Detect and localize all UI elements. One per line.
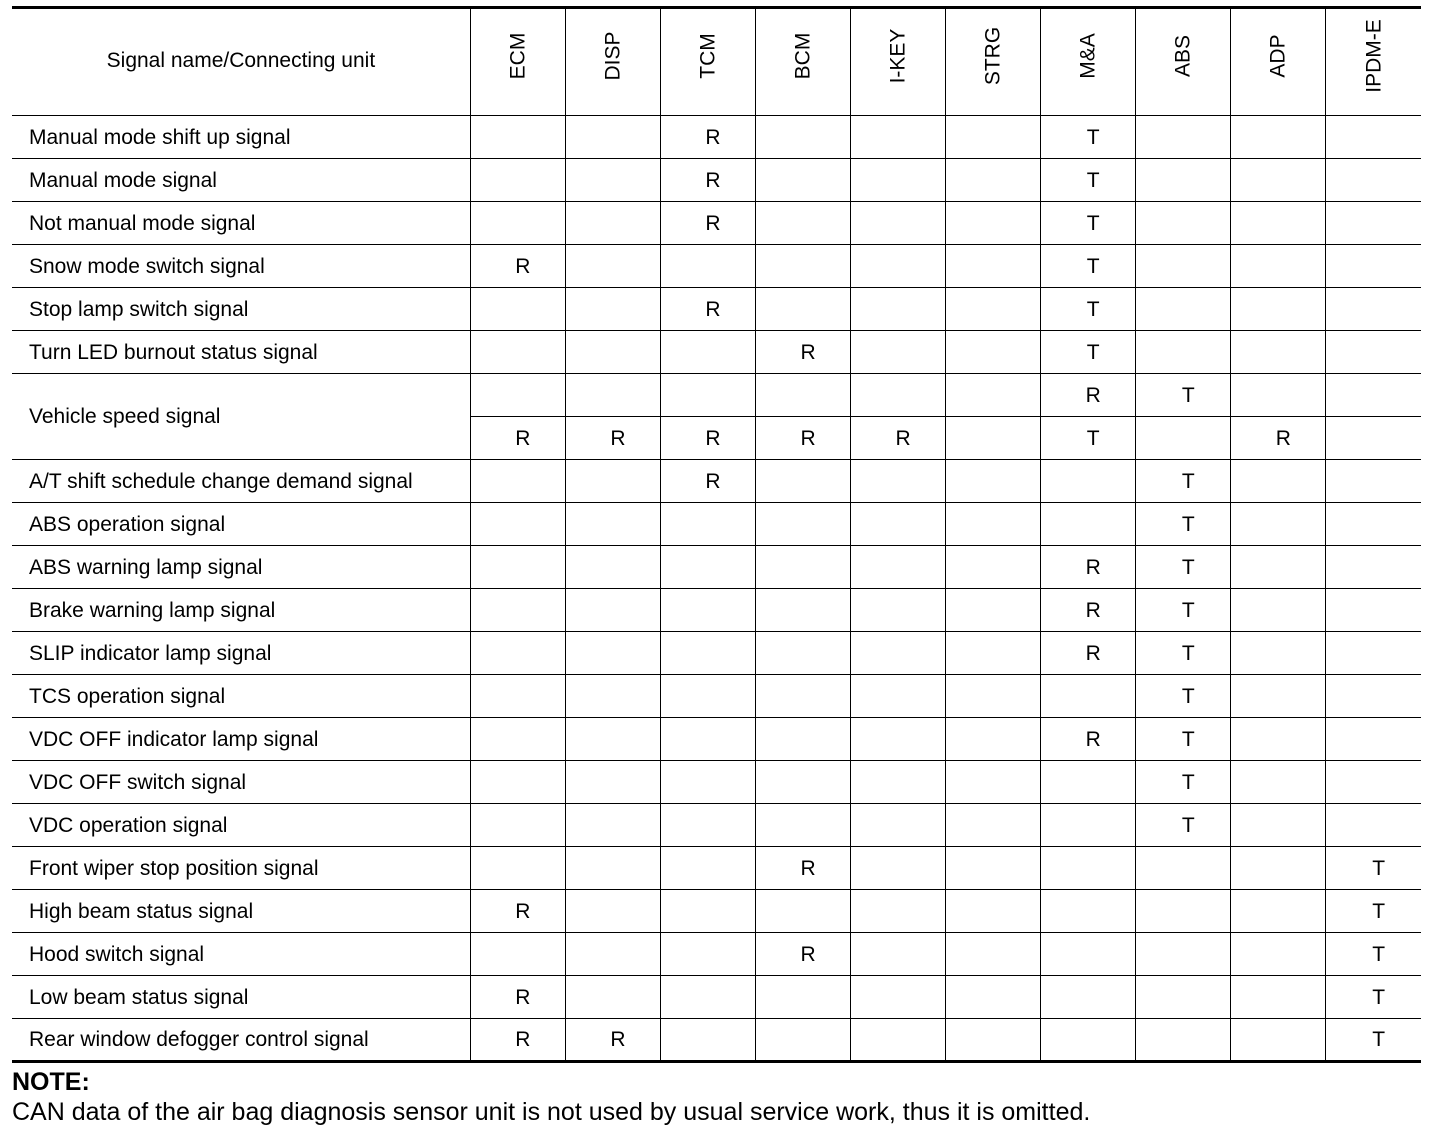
unit-mark-cell	[565, 804, 660, 847]
unit-mark-cell	[565, 632, 660, 675]
unit-mark-cell	[1231, 847, 1326, 890]
unit-mark-cell: R	[660, 288, 755, 331]
unit-mark-cell	[851, 460, 946, 503]
unit-mark-cell	[1326, 331, 1421, 374]
header-unit-ecm	[470, 8, 565, 116]
table-row	[12, 288, 1421, 331]
unit-mark-cell	[851, 503, 946, 546]
unit-mark-cell	[946, 589, 1041, 632]
unit-mark-cell: R	[1041, 589, 1136, 632]
unit-mark-cell	[1136, 116, 1231, 159]
unit-mark-cell	[470, 202, 565, 245]
unit-mark-cell	[1326, 202, 1421, 245]
unit-mark-cell	[1136, 933, 1231, 976]
unit-mark-cell	[946, 546, 1041, 589]
unit-mark-cell	[1136, 202, 1231, 245]
unit-mark-cell: R	[660, 159, 755, 202]
unit-mark-cell	[1136, 159, 1231, 202]
signal-name-cell: Rear window defogger control signal	[29, 1028, 369, 1051]
signal-name-cell: Vehicle speed signal	[12, 374, 470, 460]
signal-name-cell: SLIP indicator lamp signal	[12, 632, 470, 675]
header-unit-label: M&A	[1076, 33, 1100, 79]
unit-mark-cell	[851, 159, 946, 202]
header-unit-label: DISP	[601, 31, 625, 81]
unit-mark-cell: T	[1326, 976, 1421, 1019]
header-signal-name: Signal name/Connecting unit	[12, 8, 470, 116]
unit-mark-cell: T	[1136, 675, 1231, 718]
table-row	[12, 245, 1421, 288]
table-row	[12, 460, 1421, 503]
header-unit-tcm	[660, 8, 755, 116]
header-unit-m-a	[1041, 8, 1136, 116]
signal-name-cell: Manual mode shift up signal	[12, 116, 470, 159]
unit-mark-cell	[565, 202, 660, 245]
unit-mark-cell: R	[851, 417, 946, 460]
header-unit-label: IPDM-E	[1362, 19, 1386, 93]
signal-name-cell: VDC operation signal	[12, 804, 470, 847]
unit-mark-cell	[946, 890, 1041, 933]
header-unit-label: BCM	[791, 32, 815, 80]
unit-mark-cell	[1231, 374, 1326, 417]
table-row	[12, 847, 1421, 890]
signal-name-cell: A/T shift schedule change demand signal	[12, 460, 470, 503]
unit-mark-cell	[851, 546, 946, 589]
unit-mark-cell	[565, 933, 660, 976]
unit-mark-cell	[756, 374, 851, 417]
unit-mark-cell	[565, 245, 660, 288]
unit-mark-cell	[946, 374, 1041, 417]
unit-mark-cell	[1136, 245, 1231, 288]
unit-mark-cell	[1231, 245, 1326, 288]
unit-mark-cell	[946, 288, 1041, 331]
signal-name-cell: Turn LED burnout status signal	[12, 331, 470, 374]
unit-mark-cell	[946, 718, 1041, 761]
unit-mark-cell	[1041, 675, 1136, 718]
unit-mark-cell	[470, 675, 565, 718]
unit-mark-cell: R	[660, 417, 755, 460]
unit-mark-cell	[946, 761, 1041, 804]
unit-mark-cell	[946, 1019, 1041, 1062]
unit-mark-cell: T	[1326, 933, 1421, 976]
unit-mark-cell: T	[1326, 890, 1421, 933]
unit-mark-cell	[660, 331, 755, 374]
table-row	[12, 632, 1421, 675]
unit-mark-cell	[1231, 718, 1326, 761]
unit-mark-cell	[756, 761, 851, 804]
unit-mark-cell: R	[1231, 417, 1326, 460]
unit-mark-cell: T	[1326, 847, 1421, 890]
signal-name-cell: Front wiper stop position signal	[12, 847, 470, 890]
unit-mark-cell	[756, 675, 851, 718]
unit-mark-cell	[1326, 675, 1421, 718]
unit-mark-cell	[1231, 288, 1326, 331]
unit-mark-cell	[851, 245, 946, 288]
unit-mark-cell	[470, 460, 565, 503]
unit-mark-cell	[851, 847, 946, 890]
table-row	[12, 374, 1421, 417]
unit-mark-cell	[1136, 1019, 1231, 1062]
unit-mark-cell	[1041, 933, 1136, 976]
signal-name-cell: Manual mode signal	[12, 159, 470, 202]
unit-mark-cell	[660, 546, 755, 589]
unit-mark-cell: R	[470, 417, 565, 460]
signal-name-cell: Snow mode switch signal	[12, 245, 470, 288]
signal-name-cell: Low beam status signal	[12, 976, 470, 1019]
unit-mark-cell	[1136, 417, 1231, 460]
unit-mark-cell	[565, 675, 660, 718]
header-unit-strg	[946, 8, 1041, 116]
table-row	[12, 675, 1421, 718]
unit-mark-cell	[1041, 847, 1136, 890]
unit-mark-cell	[565, 159, 660, 202]
unit-mark-cell	[1136, 847, 1231, 890]
unit-mark-cell	[1326, 417, 1421, 460]
unit-mark-cell: T	[1136, 546, 1231, 589]
unit-mark-cell	[946, 675, 1041, 718]
table-row	[12, 1019, 1421, 1062]
unit-mark-cell	[1326, 460, 1421, 503]
unit-mark-cell	[565, 718, 660, 761]
unit-mark-cell	[470, 589, 565, 632]
table-row	[12, 202, 1421, 245]
unit-mark-cell	[1231, 546, 1326, 589]
unit-mark-cell: T	[1041, 331, 1136, 374]
signal-name-cell: High beam status signal	[12, 890, 470, 933]
unit-mark-cell: R	[660, 116, 755, 159]
unit-mark-cell	[660, 718, 755, 761]
table-row	[12, 890, 1421, 933]
unit-mark-cell	[1136, 331, 1231, 374]
unit-mark-cell: R	[470, 976, 565, 1019]
unit-mark-cell	[851, 374, 946, 417]
unit-mark-cell	[660, 1019, 755, 1062]
unit-mark-cell: R	[565, 417, 660, 460]
unit-mark-cell	[470, 632, 565, 675]
unit-mark-cell	[1326, 374, 1421, 417]
unit-mark-cell	[470, 503, 565, 546]
unit-mark-cell	[565, 331, 660, 374]
unit-mark-cell	[1231, 890, 1326, 933]
unit-mark-cell	[1041, 761, 1136, 804]
unit-mark-cell	[1231, 331, 1326, 374]
header-unit-label: I-KEY	[886, 28, 910, 84]
header-unit-label: ABS	[1171, 34, 1195, 78]
unit-mark-cell	[470, 761, 565, 804]
unit-mark-cell: T	[1136, 632, 1231, 675]
unit-mark-cell	[660, 675, 755, 718]
unit-mark-cell	[1231, 589, 1326, 632]
unit-mark-cell	[660, 632, 755, 675]
unit-mark-cell	[756, 288, 851, 331]
unit-mark-cell	[1136, 976, 1231, 1019]
unit-mark-cell: R	[1041, 632, 1136, 675]
table-row	[12, 503, 1421, 546]
unit-mark-cell: R	[470, 890, 565, 933]
unit-mark-cell	[1231, 1019, 1326, 1062]
signal-name-cell: Hood switch signal	[12, 933, 470, 976]
signal-name-cell: ABS operation signal	[12, 503, 470, 546]
unit-mark-cell	[1326, 503, 1421, 546]
unit-mark-cell	[1326, 159, 1421, 202]
unit-mark-cell	[1326, 589, 1421, 632]
unit-mark-cell: R	[660, 460, 755, 503]
unit-mark-cell	[1136, 890, 1231, 933]
unit-mark-cell	[565, 503, 660, 546]
header-unit-ipdm-e	[1326, 8, 1421, 116]
unit-mark-cell	[756, 976, 851, 1019]
signal-name-cell: Brake warning lamp signal	[12, 589, 470, 632]
table-row	[12, 589, 1421, 632]
unit-mark-cell	[1041, 1019, 1136, 1062]
table-body	[12, 116, 1421, 1062]
unit-mark-cell: T	[1041, 159, 1136, 202]
unit-mark-cell	[946, 460, 1041, 503]
unit-mark-cell: T	[1136, 503, 1231, 546]
unit-mark-cell	[946, 632, 1041, 675]
unit-mark-cell	[565, 847, 660, 890]
unit-mark-cell	[851, 933, 946, 976]
unit-mark-cell	[660, 503, 755, 546]
unit-mark-cell	[756, 159, 851, 202]
table-row	[12, 159, 1421, 202]
unit-mark-cell: R	[565, 1019, 660, 1062]
table-row	[12, 116, 1421, 159]
unit-mark-cell: T	[1041, 202, 1136, 245]
unit-mark-cell	[1326, 632, 1421, 675]
unit-mark-cell	[470, 546, 565, 589]
header-unit-label: ADP	[1266, 34, 1290, 78]
unit-mark-cell: T	[1041, 288, 1136, 331]
unit-mark-cell: T	[1041, 417, 1136, 460]
unit-mark-cell	[1326, 761, 1421, 804]
unit-mark-cell	[946, 331, 1041, 374]
unit-mark-cell	[851, 331, 946, 374]
unit-mark-cell	[470, 804, 565, 847]
table-row	[12, 804, 1421, 847]
unit-mark-cell	[1231, 460, 1326, 503]
unit-mark-cell	[946, 847, 1041, 890]
header-unit-adp	[1231, 8, 1326, 116]
unit-mark-cell: T	[1136, 718, 1231, 761]
unit-mark-cell	[1231, 933, 1326, 976]
unit-mark-cell	[470, 159, 565, 202]
unit-mark-cell	[1326, 288, 1421, 331]
unit-mark-cell: T	[1136, 460, 1231, 503]
unit-mark-cell	[470, 288, 565, 331]
unit-mark-cell	[660, 245, 755, 288]
unit-mark-cell	[1326, 804, 1421, 847]
unit-mark-cell	[470, 933, 565, 976]
unit-mark-cell: R	[1041, 546, 1136, 589]
unit-mark-cell	[851, 632, 946, 675]
header-unit-label: STRG	[981, 26, 1005, 86]
unit-mark-cell	[565, 589, 660, 632]
unit-mark-cell	[946, 245, 1041, 288]
unit-mark-cell	[1231, 202, 1326, 245]
unit-mark-cell	[470, 847, 565, 890]
unit-mark-cell	[946, 933, 1041, 976]
unit-mark-cell	[851, 675, 946, 718]
unit-mark-cell	[660, 804, 755, 847]
unit-mark-cell	[946, 976, 1041, 1019]
unit-mark-cell	[1231, 761, 1326, 804]
signal-name-cell: Not manual mode signal	[12, 202, 470, 245]
unit-mark-cell	[1326, 546, 1421, 589]
signal-name-cell: VDC OFF switch signal	[12, 761, 470, 804]
unit-mark-cell	[470, 331, 565, 374]
unit-mark-cell	[756, 1019, 851, 1062]
unit-mark-cell	[565, 374, 660, 417]
unit-mark-cell: T	[1326, 1019, 1421, 1062]
unit-mark-cell	[1231, 116, 1326, 159]
unit-mark-cell	[1231, 804, 1326, 847]
table-header-row	[12, 8, 1421, 116]
unit-mark-cell	[660, 589, 755, 632]
table-row	[12, 761, 1421, 804]
unit-mark-cell	[946, 417, 1041, 460]
unit-mark-cell	[756, 460, 851, 503]
unit-mark-cell	[565, 288, 660, 331]
unit-mark-cell: R	[470, 245, 565, 288]
unit-mark-cell	[851, 976, 946, 1019]
unit-mark-cell	[470, 374, 565, 417]
unit-mark-cell	[470, 718, 565, 761]
unit-mark-cell: T	[1136, 374, 1231, 417]
can-signal-table	[12, 6, 1421, 1063]
unit-mark-cell	[1326, 245, 1421, 288]
unit-mark-cell	[756, 546, 851, 589]
unit-mark-cell	[660, 761, 755, 804]
unit-mark-cell	[660, 374, 755, 417]
unit-mark-cell	[1231, 976, 1326, 1019]
unit-mark-cell	[1041, 976, 1136, 1019]
unit-mark-cell	[660, 847, 755, 890]
signal-name-cell: VDC OFF indicator lamp signal	[12, 718, 470, 761]
unit-mark-cell	[851, 804, 946, 847]
signal-name-cell: ABS warning lamp signal	[12, 546, 470, 589]
unit-mark-cell	[1136, 288, 1231, 331]
unit-mark-cell: T	[1136, 804, 1231, 847]
unit-mark-cell: R	[660, 202, 755, 245]
note-section	[12, 1068, 1432, 1128]
can-signal-table-container	[12, 6, 1421, 1063]
header-unit-i-key	[851, 8, 946, 116]
unit-mark-cell	[565, 976, 660, 1019]
unit-mark-cell: R	[756, 331, 851, 374]
unit-mark-cell	[1231, 159, 1326, 202]
unit-mark-cell	[1041, 460, 1136, 503]
unit-mark-cell	[946, 804, 1041, 847]
unit-mark-cell	[756, 632, 851, 675]
unit-mark-cell	[946, 116, 1041, 159]
note-text: CAN data of the air bag diagnosis sensor unit is not used by usual service work, thus it is omitted.	[12, 1098, 1091, 1126]
unit-mark-cell	[660, 976, 755, 1019]
unit-mark-cell	[946, 159, 1041, 202]
unit-mark-cell	[851, 890, 946, 933]
unit-mark-cell: T	[1041, 245, 1136, 288]
unit-mark-cell	[1326, 116, 1421, 159]
unit-mark-cell	[565, 460, 660, 503]
unit-mark-cell: R	[470, 1019, 565, 1062]
header-unit-label: TCM	[696, 33, 720, 79]
unit-mark-cell: T	[1136, 761, 1231, 804]
unit-mark-cell	[851, 589, 946, 632]
unit-mark-cell	[660, 933, 755, 976]
unit-mark-cell	[756, 116, 851, 159]
unit-mark-cell	[851, 202, 946, 245]
unit-mark-cell	[851, 116, 946, 159]
unit-mark-cell	[756, 718, 851, 761]
note-title: NOTE:	[12, 1068, 90, 1096]
unit-mark-cell	[1231, 675, 1326, 718]
unit-mark-cell: R	[1041, 374, 1136, 417]
unit-mark-cell	[1041, 804, 1136, 847]
unit-mark-cell: R	[756, 847, 851, 890]
unit-mark-cell	[851, 718, 946, 761]
unit-mark-cell	[946, 202, 1041, 245]
table-row	[12, 718, 1421, 761]
unit-mark-cell	[1041, 890, 1136, 933]
unit-mark-cell	[565, 546, 660, 589]
table-row	[12, 976, 1421, 1019]
unit-mark-cell	[1041, 503, 1136, 546]
header-unit-bcm	[756, 8, 851, 116]
table-row	[12, 933, 1421, 976]
header-unit-label: ECM	[506, 32, 530, 80]
unit-mark-cell	[756, 245, 851, 288]
unit-mark-cell: T	[1136, 589, 1231, 632]
unit-mark-cell	[1326, 718, 1421, 761]
unit-mark-cell	[851, 1019, 946, 1062]
unit-mark-cell	[756, 804, 851, 847]
unit-mark-cell	[756, 589, 851, 632]
unit-mark-cell	[1231, 503, 1326, 546]
unit-mark-cell	[851, 761, 946, 804]
unit-mark-cell	[1231, 632, 1326, 675]
unit-mark-cell: T	[1041, 116, 1136, 159]
unit-mark-cell	[756, 202, 851, 245]
unit-mark-cell	[946, 503, 1041, 546]
unit-mark-cell	[756, 890, 851, 933]
unit-mark-cell	[756, 503, 851, 546]
unit-mark-cell	[660, 890, 755, 933]
unit-mark-cell: R	[756, 933, 851, 976]
header-unit-abs	[1136, 8, 1231, 116]
unit-mark-cell	[851, 288, 946, 331]
unit-mark-cell: R	[1041, 718, 1136, 761]
header-unit-disp	[565, 8, 660, 116]
signal-name-cell: TCS operation signal	[12, 675, 470, 718]
unit-mark-cell	[565, 890, 660, 933]
unit-mark-cell	[565, 761, 660, 804]
signal-name-cell: Stop lamp switch signal	[12, 288, 470, 331]
table-row	[12, 331, 1421, 374]
unit-mark-cell	[565, 116, 660, 159]
table-row	[12, 546, 1421, 589]
unit-mark-cell	[470, 116, 565, 159]
unit-mark-cell: R	[756, 417, 851, 460]
